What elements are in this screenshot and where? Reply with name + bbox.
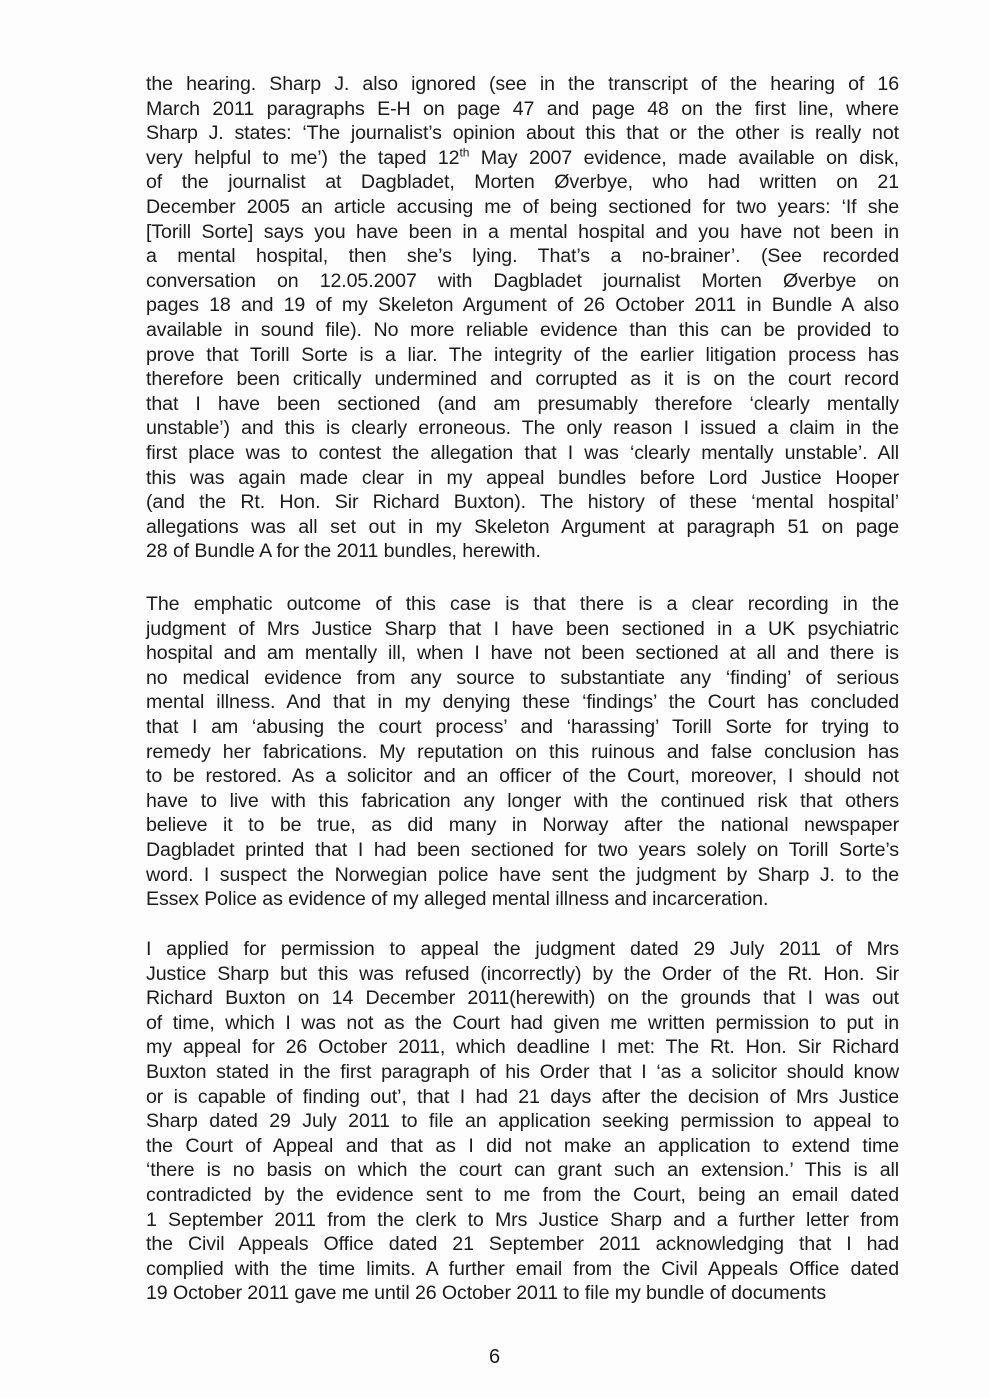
text-line: Essex Police as evidence of my alleged mental illness and incarceration.	[146, 888, 769, 911]
text-line: Dagbladet printed that I had been sectioned for two years solely on Torill Sorte’s	[146, 838, 899, 861]
text-line: prove that Torill Sorte is a liar. The integrity of the earlier litigation process has	[146, 343, 899, 366]
text-line: contradicted by the evidence sent to me from the Court, being an email dated	[146, 1183, 899, 1206]
text-line: 1 September 2011 from the clerk to Mrs Justice Sharp and a further letter from	[146, 1208, 899, 1231]
text-line: or is capable of finding out’, that I had 21 days after the decision of Mrs Justice	[146, 1085, 899, 1108]
text-line: of the journalist at Dagbladet, Morten Øverbye, who had written on 21	[146, 171, 899, 194]
text-line: that I have been sectioned (and am presumably therefore ‘clearly mentally	[146, 392, 899, 415]
text-line: The emphatic outcome of this case is that there is a clear recording in the	[146, 593, 899, 615]
text-line: believe it to be true, as did many in Norway after the national newspaper	[146, 814, 899, 837]
text-line: word. I suspect the Norwegian police have sent the judgment by Sharp J. to the	[146, 863, 899, 886]
text-line: pages 18 and 19 of my Skeleton Argument of 26 October 2011 in Bundle A also	[146, 294, 899, 317]
text-line: the Court of Appeal and that as I did not make an application to extend time	[146, 1134, 899, 1157]
text-line: judgment of Mrs Justice Sharp that I have been sectioned in a UK psychiatric	[146, 617, 899, 640]
text-line: March 2011 paragraphs E-H on page 47 and page 48 on the first line, where	[146, 97, 899, 120]
text-line: I applied for permission to appeal the judgment dated 29 July 2011 of Mrs	[146, 938, 899, 960]
text-line: hospital and am mentally ill, when I have not been sectioned at all and there is	[146, 642, 899, 665]
text-line: [Torill Sorte] says you have been in a mental hospital and you have not been in	[146, 220, 899, 243]
page-number: 6	[488, 1346, 501, 1368]
text-line: to be restored. As a solicitor and an officer of the Court, moreover, I should not	[146, 765, 899, 788]
text-line: the Civil Appeals Office dated 21 September 2011 acknowledging that I had	[146, 1233, 899, 1256]
paragraph-emphatic-outcome	[146, 592, 899, 912]
text-line: the hearing. Sharp J. also ignored (see in the transcript of the hearing of 16	[146, 73, 899, 95]
text-line: Justice Sharp but this was refused (incorrectly) by the Order of the Rt. Hon. Sir	[146, 962, 899, 985]
text-line: first place was to contest the allegation that I was ‘clearly mentally unstable’. All	[146, 441, 899, 464]
text-line: very helpful to me’) the taped 12th May 2007 evidence, made available on disk,	[146, 145, 899, 169]
text-line: (and the Rt. Hon. Sir Richard Buxton). The history of these ‘mental hospital’	[146, 491, 899, 514]
text-line: Buxton stated in the first paragraph of his Order that I ‘as a solicitor should know	[146, 1060, 899, 1083]
text-line: available in sound file). No more reliable evidence than this can be provided to	[146, 318, 899, 341]
text-line: mental illness. And that in my denying these ‘findings’ the Court has concluded	[146, 691, 899, 714]
text-line: this was again made clear in my appeal bundles before Lord Justice Hooper	[146, 466, 899, 489]
text-line: of time, which I was not as the Court had given me written permission to put in	[146, 1011, 899, 1034]
text-line: that I am ‘abusing the court process’ and ‘harassing’ Torill Sorte for trying to	[146, 715, 899, 738]
text-line: remedy her fabrications. My reputation on this ruinous and false conclusion has	[146, 740, 899, 763]
text-line: a mental hospital, then she’s lying. That’s a no-brainer’. (See recorded	[146, 245, 899, 268]
text-line: therefore been critically undermined and corrupted as it is on the court record	[146, 368, 899, 391]
text-line: 19 October 2011 gave me until 26 October 2011 to file my bundle of documents	[146, 1282, 827, 1305]
paragraph-permission-to-appeal	[146, 937, 899, 1306]
text-line: complied with the time limits. A further email from the Civil Appeals Office dated	[146, 1257, 899, 1280]
text-line: unstable’) and this is clearly erroneous. The only reason I issued a claim in the	[146, 417, 899, 440]
text-line: 28 of Bundle A for the 2011 bundles, herewith.	[146, 540, 541, 563]
text-line: ‘there is no basis on which the court can grant such an extension.’ This is all	[146, 1159, 899, 1182]
paragraph-hearing-transcript	[146, 72, 899, 564]
text-line: December 2005 an article accusing me of being sectioned for two years: ‘If she	[146, 195, 899, 218]
text-line: Sharp J. states: ‘The journalist’s opinion about this that or the other is really not	[146, 122, 899, 145]
text-line: allegations was all set out in my Skeleton Argument at paragraph 51 on page	[146, 515, 899, 538]
text-line: no medical evidence from any source to substantiate any ‘finding’ of serious	[146, 666, 899, 689]
text-line: my appeal for 26 October 2011, which deadline I met: The Rt. Hon. Sir Richard	[146, 1036, 899, 1059]
text-line: Richard Buxton on 14 December 2011(herewith) on the grounds that I was out	[146, 987, 899, 1010]
text-line: conversation on 12.05.2007 with Dagbladet journalist Morten Øverbye on	[146, 269, 899, 292]
text-line: have to live with this fabrication any longer with the continued risk that others	[146, 789, 899, 812]
text-line: Sharp dated 29 July 2011 to file an application seeking permission to appeal to	[146, 1110, 899, 1133]
